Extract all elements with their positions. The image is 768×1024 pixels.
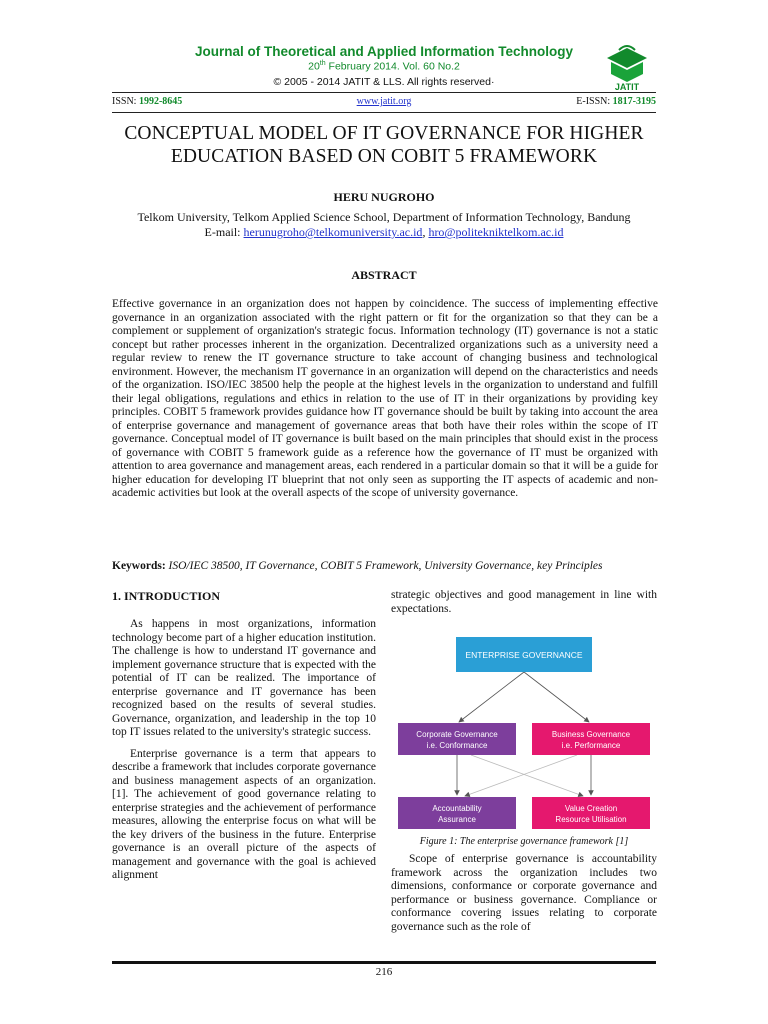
accountability-box xyxy=(398,797,516,829)
value-creation-label: Value Creation xyxy=(564,804,618,813)
keywords-text: ISO/IEC 38500, IT Governance, COBIT 5 Framework, University Governance, key Principles xyxy=(168,560,603,572)
website-link[interactable]: www.jatit.org xyxy=(356,96,412,107)
issue-day-suffix: th xyxy=(319,60,326,67)
arrow-business-to-accountability xyxy=(465,755,577,796)
intro-continuation: strategic objectives and good management in line with expectations. xyxy=(391,589,657,615)
affiliation: Telkom University, Telkom Applied Science School, Department of Information Technology, Bandung xyxy=(137,210,631,224)
paper-title xyxy=(100,122,668,168)
business-governance-box xyxy=(532,723,650,755)
resource-utilisation-label: Resource Utilisation xyxy=(555,815,627,824)
email-line xyxy=(0,225,768,240)
keywords-line xyxy=(112,559,658,573)
email-link-2[interactable]: hro@politekniktelkom.ac.id xyxy=(428,225,564,239)
logo-text: JATIT xyxy=(614,82,640,92)
arrow-top-to-corporate xyxy=(459,672,524,722)
eissn xyxy=(576,96,656,107)
issn-label: ISSN: xyxy=(112,96,139,107)
corporate-governance-box xyxy=(398,723,516,755)
intro-paragraph-1: As happens in most organizations, information technology become part of a higher education institution. The challenge is how to understand IT governance and implement governance structure that is expected with the potential of IT can be realized. The importance of enterprise governance and IT governance has been recognized based on the results of several studies. Governance, organization, and leadership in the top 10 top IT issues related to the university's strategic success. xyxy=(112,618,376,738)
conformance-label: i.e. Conformance xyxy=(426,741,488,750)
value-creation-box xyxy=(532,797,650,829)
footer-rule xyxy=(112,961,656,964)
eissn-label: E-ISSN: xyxy=(576,96,613,107)
issue-date xyxy=(0,60,768,73)
keywords-label: Keywords: xyxy=(112,560,169,572)
accountability-label: Accountability xyxy=(432,804,482,813)
issn-value: 1992-8645 xyxy=(138,96,183,107)
title-line-1: CONCEPTUAL MODEL OF IT GOVERNANCE FOR HIGHER xyxy=(124,123,644,144)
copyright-line: © 2005 - 2014 JATIT & LLS. All rights reserved· xyxy=(273,76,495,88)
page-number: 216 xyxy=(375,966,393,978)
assurance-label: Assurance xyxy=(438,815,476,824)
header-rule-top xyxy=(112,92,656,93)
section-heading-introduction: 1. INTRODUCTION xyxy=(112,589,221,603)
email-label: E-mail: xyxy=(204,225,244,239)
title-line-2: EDUCATION BASED ON COBIT 5 FRAMEWORK xyxy=(170,146,598,167)
intro-paragraph-2: Enterprise governance is a term that appears to describe a framework that includes corporate governance and business management aspects of an organization. [1]. The achievement of good governance relating to enterprise strategies and the achievement of performance measures, allowing the enterprise focus on what will be the key drivers of the business in the future. Enterprise governance is an overall picture of the aspects of management and governance with the goal is achieved alignment xyxy=(112,747,376,881)
figure-caption: Figure 1: The enterprise governance framework [1] xyxy=(419,836,629,847)
business-governance-label: Business Governance xyxy=(551,730,631,739)
email-separator: , xyxy=(422,225,429,239)
issue-date-rest: February 2014. Vol. 60 No.2 xyxy=(325,60,460,73)
scope-paragraph: Scope of enterprise governance is accountability framework across the organization includes two dimensions, conformance or corporate governance and performance or business governance. Compliance or conformance covering issues relating to corporate governance such as the role of xyxy=(391,853,657,933)
affiliation-block xyxy=(0,210,768,240)
header-rule-bottom xyxy=(112,112,656,113)
arrow-corporate-to-value xyxy=(471,755,583,796)
issue-day: 20 xyxy=(308,60,320,73)
corporate-governance-label: Corporate Governance xyxy=(416,730,498,739)
jatit-logo-icon xyxy=(603,40,651,92)
author-name: HERU NUGROHO xyxy=(333,190,435,204)
eissn-value: 1817-3195 xyxy=(612,96,656,107)
abstract-heading: ABSTRACT xyxy=(351,268,417,282)
right-column xyxy=(391,589,657,942)
enterprise-governance-label: ENTERPRISE GOVERNANCE xyxy=(465,650,583,660)
left-column xyxy=(112,589,376,891)
journal-title: Journal of Theoretical and Applied Information Technology xyxy=(194,44,574,59)
abstract-text: Effective governance in an organization does not happen by coincidence. The success of implementing effective governance in an organization associated with the right pattern or fit for the organization so that they can be a complement or supplement of organization's strategic focus. Information technology (IT) governance is not a static concept but rather processes inherent in the organization. Decentralized organizations such as a university need a regular review to renew the IT governance structure to take account of changing business and technological environment. However, the mechanism IT governance in an organization will depend on the characteristics and needs of the organization. ISO/IEC 38500 help the people at the highest levels in the organization to understand and fulfill their legal obligations, regulations and ethics in relation to the use of IT in their organizations by providing key principles. COBIT 5 framework provides guidance how IT governance should be built by taking into account the area of enterprise governance and management of governance areas that both have their roles within the scope of IT governance. Conceptual model of IT governance is built based on the main principles that should exist in the process of governance with COBIT 5 framework guide as a reference how the governance of IT must be organized with attention to area governance and management areas, each rendered in a particular domain so that it will be a guide for higher education for developing IT blueprint that not only seen as supporting the IT aspects of academic and non-academic activities but look at the overall aspects of the scope of university governance. xyxy=(112,298,658,499)
issn-row xyxy=(112,96,656,110)
email-link-1[interactable]: herunugroho@telkomuniversity.ac.id xyxy=(243,225,423,239)
performance-label: i.e. Performance xyxy=(561,741,621,750)
enterprise-governance-figure xyxy=(391,630,657,830)
arrow-top-to-business xyxy=(524,672,589,722)
